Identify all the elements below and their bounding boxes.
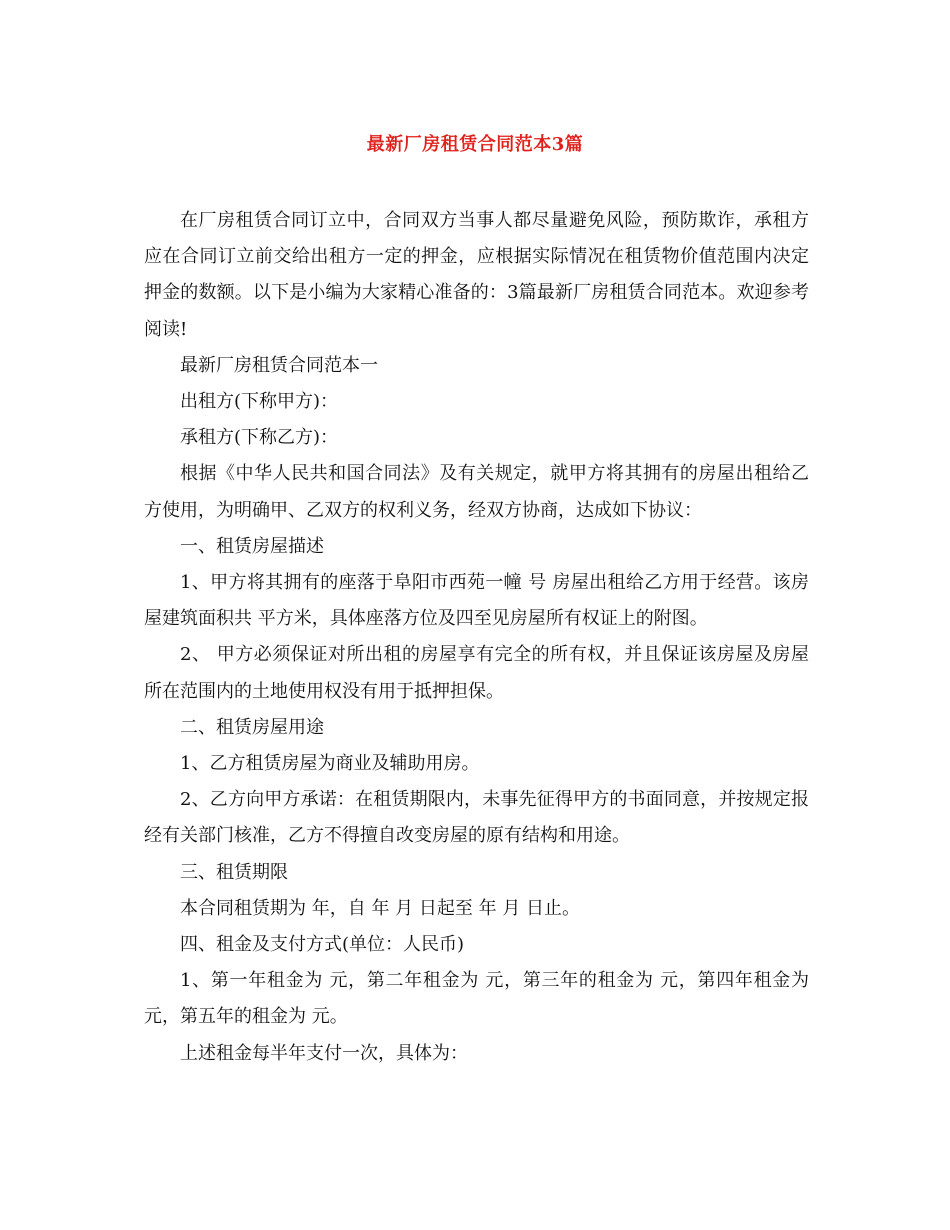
lessor-line: 出租方(下称甲方)：	[180, 391, 339, 413]
clause-1-item-2: 2、 甲方必须保证对所出租的房屋享有完全的所有权，并且保证该房屋及房屋所在范围内的土地使用权没有用于抵押担保。	[144, 644, 809, 702]
document-title: 最新厂房租赁合同范本3篇	[366, 134, 584, 155]
section-heading-contract-one: 最新厂房租赁合同范本一	[180, 354, 378, 376]
clause-3-text: 本合同租赁期为 年，自 年 月 日起至 年 月 日止。	[180, 897, 581, 919]
document-body	[144, 203, 809, 1072]
clause-2-item-1: 1、乙方租赁房屋为商业及辅助用房。	[180, 753, 480, 775]
clause-2-item-2: 2、乙方向甲方承诺：在租赁期限内，未事先征得甲方的书面同意，并按规定报经有关部门核准，乙方不得擅自改变房屋的原有结构和用途。	[144, 789, 809, 847]
clause-1-item-1: 1、甲方将其拥有的座落于阜阳市西苑一幢 号 房屋出租给乙方用于经营。该房屋建筑面积共 平方米，具体座落方位及四至见房屋所有权证上的附图。	[144, 572, 809, 630]
clause-heading-4: 四、租金及支付方式(单位：人民币)	[180, 934, 465, 956]
clause-4-text: 上述租金每半年支付一次，具体为：	[180, 1042, 468, 1064]
clause-4-item-1: 1、第一年租金为 元，第二年租金为 元，第三年的租金为 元，第四年租金为元，第五年的租金为 元。	[144, 970, 809, 1028]
clause-heading-2: 二、租赁房屋用途	[180, 716, 324, 738]
intro-paragraph: 在厂房租赁合同订立中，合同双方当事人都尽量避免风险，预防欺诈，承租方应在合同订立前交给出租方一定的押金，应根据实际情况在租赁物价值范围内决定押金的数额。以下是小编为大家精心准备的：3篇最新厂房租赁合同范本。欢迎参考阅读!	[144, 210, 809, 340]
lessee-line: 承租方(下称乙方)：	[180, 427, 339, 449]
legal-basis-paragraph: 根据《中华人民共和国合同法》及有关规定，就甲方将其拥有的房屋出租给乙方使用，为明确甲、乙双方的权利义务，经双方协商，达成如下协议：	[144, 463, 809, 521]
clause-heading-3: 三、租赁期限	[180, 861, 288, 883]
clause-heading-1: 一、租赁房屋描述	[180, 535, 324, 557]
